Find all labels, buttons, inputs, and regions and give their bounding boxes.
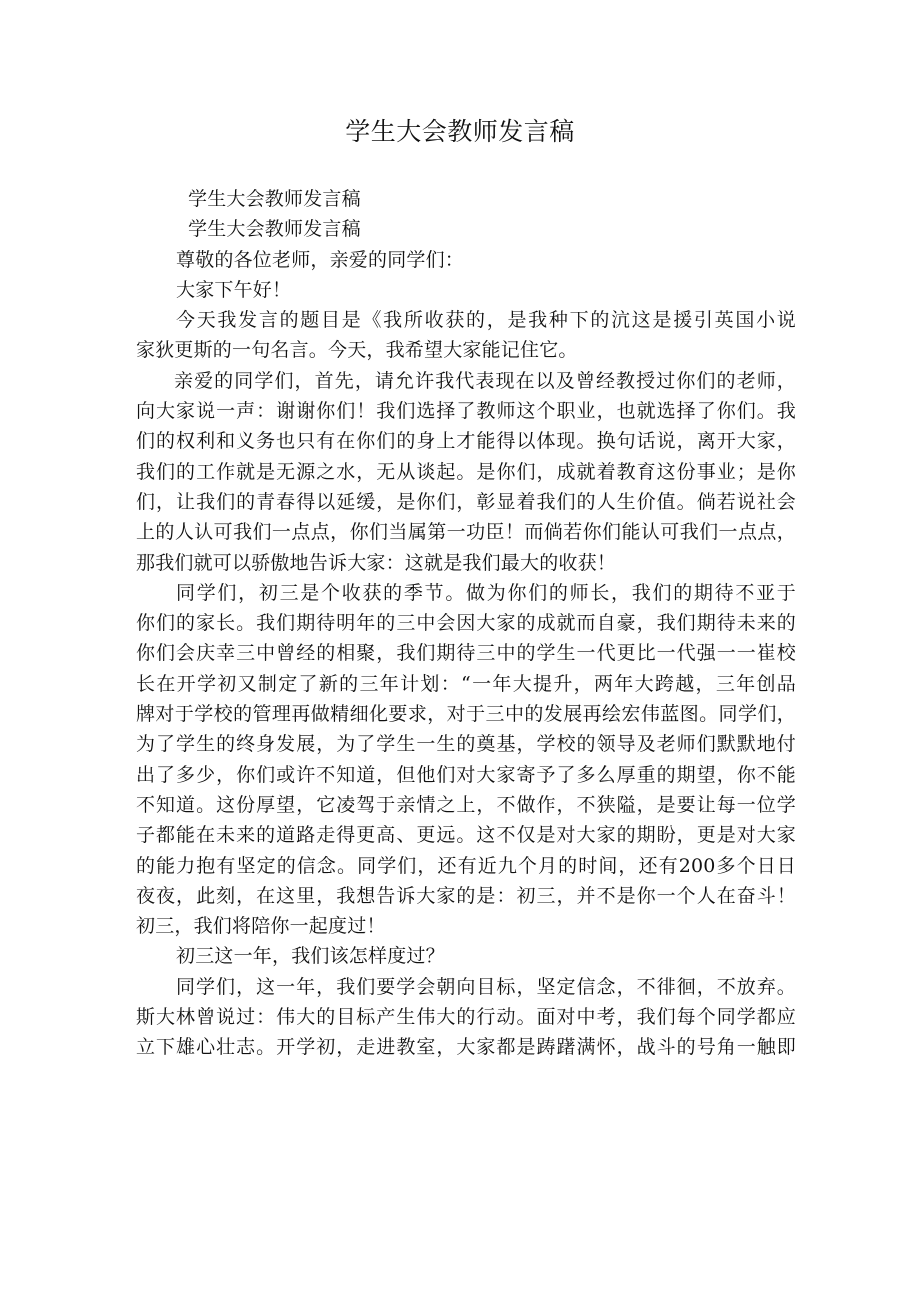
- paragraph-line: 出了多少，你们或许不知道，但他们对大家寄予了多么厚重的期望，你不能: [136, 763, 796, 786]
- paragraph-line: 上的人认可我们一点点，你们当属第一功臣！而倘若你们能认可我们一点点，: [136, 521, 796, 544]
- paragraph-line: 初三这一年，我们该怎样度过？: [176, 945, 445, 968]
- paragraph-line: 你们的家长。我们期待明年的三中会因大家的成就而自豪，我们期待未来的: [136, 612, 796, 635]
- paragraph-line: 我们的工作就是无源之水，无从谈起。是你们，成就着教育这份事业；是你: [136, 460, 796, 483]
- paragraph-line: 夜夜，此刻，在这里，我想告诉大家的是：初三，并不是你一个人在奋斗！: [136, 884, 796, 907]
- paragraph-line: 长在开学初又制定了新的三年计划：“一年大提升，两年大跨越，三年创品: [136, 672, 796, 695]
- paragraph-line: 亲爱的同学们，首先，请允许我代表现在以及曾经教授过你们的老师，: [174, 369, 796, 392]
- salutation-line: 尊敬的各位老师，亲爱的同学们：: [176, 248, 465, 271]
- paragraph-line: 那我们就可以骄傲地告诉大家：这就是我们最大的收获！: [136, 551, 617, 574]
- paragraph-line: 你们会庆幸三中曾经的相聚，我们期待三中的学生一代更比一代强一一崔校: [136, 642, 796, 665]
- paragraph-line: 为了学生的终身发展，为了学生一生的奠基，学校的领导及老师们默默地付: [136, 733, 796, 756]
- subtitle-line: 学生大会教师发言稿: [188, 188, 361, 210]
- paragraph-line: 们的权利和义务也只有在你们的身上才能得以体现。换句话说，离开大家，: [136, 430, 796, 453]
- paragraph-line: 的能力抱有坚定的信念。同学们，还有近九个月的时间，还有200多个日日: [136, 854, 796, 877]
- document-title: 学生大会教师发言稿: [345, 117, 575, 146]
- paragraph-line: 初三，我们将陪你一起度过！: [136, 915, 386, 938]
- subtitle-line: 学生大会教师发言稿: [188, 218, 361, 241]
- greeting-line: 大家下午好！: [176, 278, 292, 301]
- paragraph-line: 子都能在未来的道路走得更高、更远。这不仅是对大家的期盼，更是对大家: [136, 824, 796, 847]
- paragraph-line: 不知道。这份厚望，它凌驾于亲情之上，不做作，不狭隘，是要让每一位学: [136, 793, 796, 816]
- paragraph-line: 同学们，初三是个收获的季节。做为你们的师长，我们的期待不亚于: [176, 581, 796, 604]
- paragraph-line: 们，让我们的青春得以延缓，是你们，彰显着我们的人生价值。倘若说社会: [136, 490, 796, 513]
- paragraph-line: 同学们，这一年，我们要学会朝向目标，坚定信念，不徘徊，不放弃。: [176, 975, 796, 998]
- paragraph-line: 立下雄心壮志。开学初，走进教室，大家都是踌躇满怀，战斗的号角一触即: [136, 1036, 796, 1059]
- paragraph-line: 斯大林曾说过：伟大的目标产生伟大的行动。面对中考，我们每个同学都应: [136, 1006, 796, 1029]
- paragraph-line: 向大家说一声：谢谢你们！我们选择了教师这个职业，也就选择了你们。我: [136, 400, 796, 423]
- paragraph-line: 家狄更斯的一句名言。今天，我希望大家能记住它。: [136, 339, 578, 362]
- paragraph-line: 今天我发言的题目是《我所收获的，是我种下的沆这是援引英国小说: [176, 309, 796, 332]
- paragraph-line: 牌对于学校的管理再做精细化要求，对于三中的发展再绘宏伟蓝图。同学们，: [136, 703, 796, 726]
- document-body: [136, 184, 796, 1063]
